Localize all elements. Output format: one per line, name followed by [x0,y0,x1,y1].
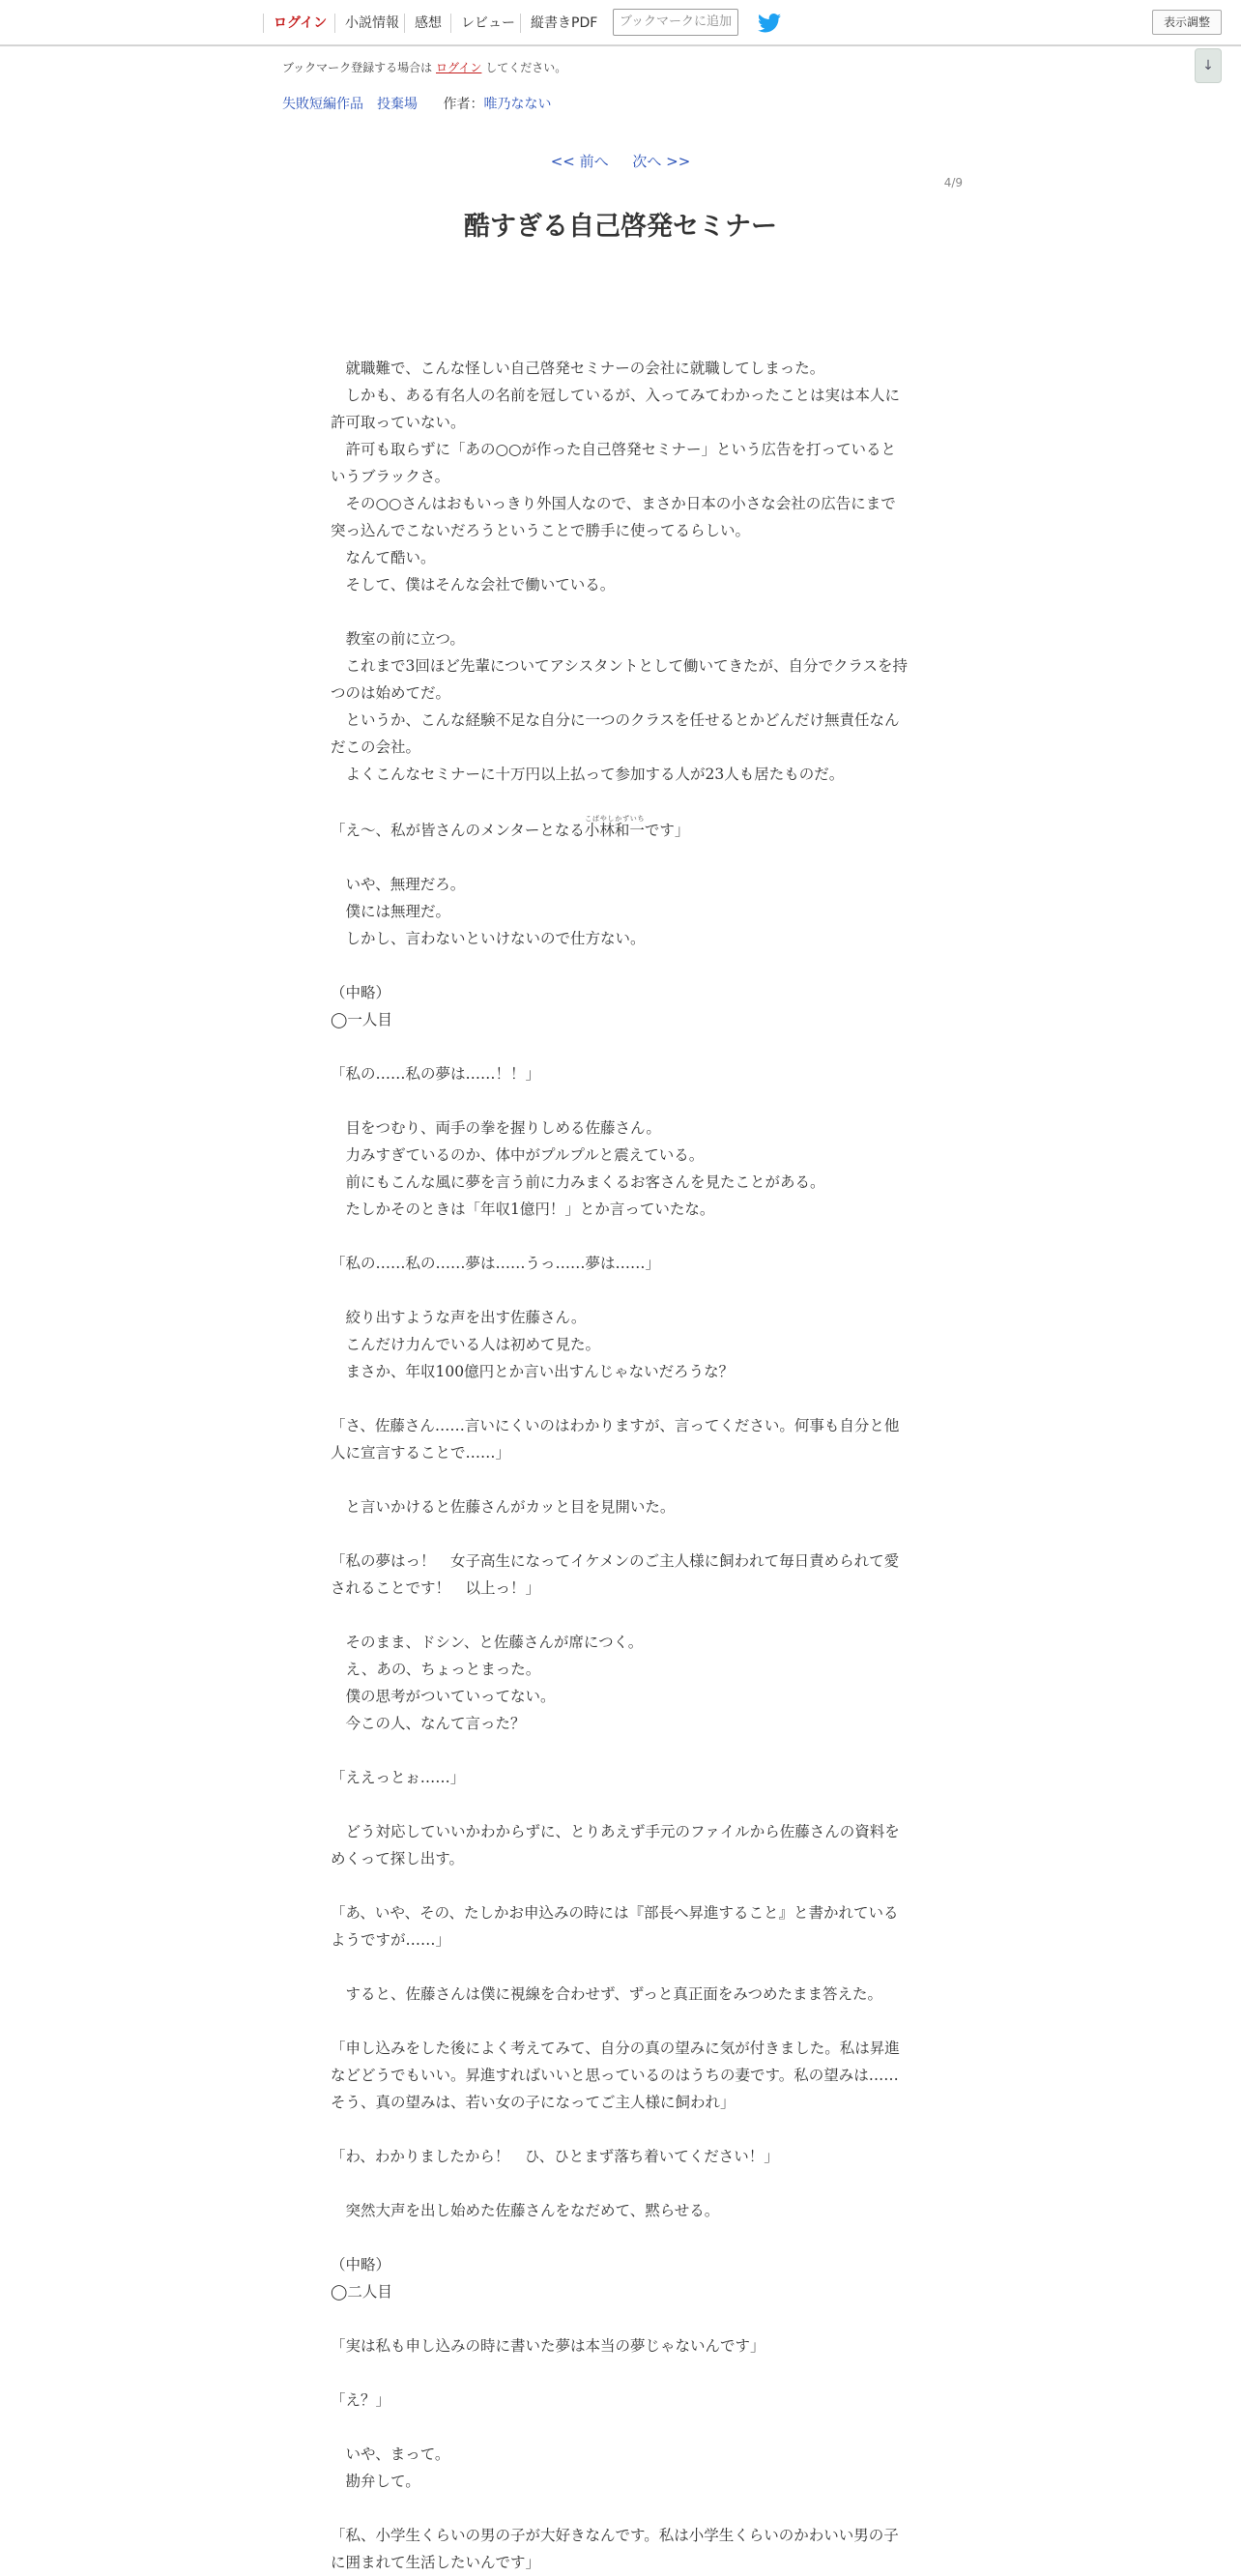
story-paragraph: その○○さんはおもいっきり外国人なので、まさか日本の小さな会社の広告にまで突っ込んでこないだろうということで勝手に使ってるらしい。 [331,495,896,539]
story-paragraph: どう対応していいかわからずに、とりあえず手元のファイルから佐藤さんの資料をめくって探し出す。 [331,1823,900,1867]
notice-login-link[interactable]: ログイン [436,61,482,74]
series-link[interactable]: 失敗短編作品 投棄場 [282,97,418,112]
story-paragraphs-a [331,301,910,815]
story-paragraph: 「私の……私の夢は……！！」 [331,1065,541,1083]
bookmark-login-notice [282,59,566,75]
story-paragraph: よくこんなセミナーに十万円以上払って参加する人が23人も居たものだ。 [331,766,845,783]
story-paragraph: 突然大声を出し始めた佐藤さんをなだめて、黙らせる。 [331,2202,720,2219]
story-paragraph: なんて酷い。 [331,549,436,566]
ruby-name-2: 和一かずいち [614,815,645,839]
impression-link[interactable]: 感想 [404,14,451,33]
page-number: 4/9 [943,176,963,189]
story-paragraph: と言いかけると佐藤さんがカッと目を見開いた。 [331,1498,676,1516]
story-paragraph [331,598,910,625]
story-paragraph: 目をつむり、両手の拳を握りしめる佐藤さん。 [331,1119,661,1137]
top-navigation-bar [0,0,1241,46]
story-paragraph [331,1520,910,1548]
story-paragraph: ◯二人目 [331,2283,392,2301]
episode-title: 酷すぎる自己啓発セミナー [464,212,777,242]
vertical-pdf-link[interactable]: 縦書きPDF [520,14,607,33]
story-paragraph [331,2495,910,2522]
story-paragraph: 「私、小学生くらいの男の子が大好きなんです。私は小学生くらいのかわいい男の子に囲まれて生活したいんです」 [331,2527,899,2571]
ruby-line-after: です」 [644,822,690,839]
story-paragraph [331,2224,910,2251]
story-paragraph: え、あの、ちょっとまった。 [331,1661,541,1678]
story-paragraph [331,1737,910,1764]
story-paragraph: すると、佐藤さんは僕に視線を合わせず、ずっと真正面をみつめたまま答えた。 [331,1985,883,2003]
author-link[interactable]: 唯乃なない [483,97,552,112]
story-paragraph: いや、無理だろ。 [331,876,466,893]
story-paragraph [331,844,910,871]
story-paragraph [331,2414,910,2441]
story-paragraph: 「私の夢はっ！ 女子高生になってイケメンのご主人様に飼われて毎日責められて愛されることです！ 以上っ！」 [331,1552,900,1597]
story-paragraph: 「私の……私の……夢は……うっ……夢は……」 [331,1255,661,1272]
story-paragraph: 今この人、なんて言った？ [331,1715,526,1732]
story-paragraph: （中略） [331,2256,391,2273]
author-label: 作者： [443,97,484,112]
story-paragraph [331,1791,910,1818]
story-paragraph: 「わ、わかりましたから！ ひ、ひとまず落ち着いてください！」 [331,2148,779,2165]
ruby-line-before: 「え～、私が皆さんのメンターとなる [331,822,585,839]
story-paragraph: そのまま、ドシン、と佐藤さんが席につく。 [331,1634,644,1651]
novel-info-link[interactable]: 小説情報 [334,14,409,33]
story-paragraph: 「あ、いや、その、たしかお申込みの時には『部長へ昇進すること』と書かれているようですが……」 [331,1904,899,1949]
display-settings-button[interactable]: 表示調整 [1152,10,1222,35]
story-paragraph: そして、僕はそんな会社で働いている。 [331,576,616,593]
review-link[interactable]: レビュー [450,14,525,33]
story-paragraph: たしかそのときは「年収1億円！」とか言っていたな。 [331,1201,715,1218]
story-paragraph [331,328,910,355]
story-paragraph: 「実は私も申し込みの時に書いた夢は本当の夢じゃないんです」 [331,2337,765,2355]
story-paragraph [331,2116,910,2143]
story-paragraph: こんだけ力んでいる人は初めて見た。 [331,1336,601,1353]
story-paragraph [331,2008,910,2035]
notice-suffix: してください。 [485,61,567,74]
login-link[interactable]: ログイン [263,14,336,33]
story-body [331,301,910,2576]
story-paragraph: 前にもこんな風に夢を言う前に力みまくるお客さんを見たことがある。 [331,1173,825,1191]
story-paragraph: （中略） [331,984,391,1001]
story-paragraph [331,1033,910,1060]
story-paragraph [331,1385,910,1412]
next-page-link[interactable]: 次へ >> [632,153,691,170]
story-paragraph: 教室の前に立つ。 [331,630,465,648]
notice-prefix: ブックマーク登録する場合は [282,61,433,74]
story-paragraph: 「申し込みをした後によく考えてみて、自分の真の望みに気が付きました。私は昇進などどうでもいい。昇進すればいいと思っているのはうちの妻です。私の望みは……そう、真の望みは、若い女の子になってご主人様に飼われ」 [331,2040,900,2111]
prev-page-link[interactable]: << 前へ [550,153,609,170]
story-paragraph: 「ええっとぉ……」 [331,1769,466,1786]
story-paragraph: というか、こんな経験不足な自分に一つのクラスを任せるとかどんだけ無責任なんだこの会社。 [331,711,900,756]
story-paragraph [331,952,910,979]
story-paragraph [331,1277,910,1304]
story-paragraph: しかも、ある有名人の名前を冠しているが、入ってみてわかったことは実は本人に許可取っていない。 [331,387,901,431]
scroll-down-button[interactable]: ↓ [1195,48,1222,83]
story-paragraph [331,1602,910,1629]
pager [0,151,1241,171]
story-paragraph: まさか、年収100億円とか言い出すんじゃないだろうな？ [331,1363,735,1380]
story-paragraph [331,1223,910,1250]
story-paragraph: 僕には無理だ。 [331,903,451,920]
add-bookmark-button[interactable]: ブックマークに追加 [613,9,738,36]
story-paragraph [331,1087,910,1114]
story-paragraph: ◯一人目 [331,1011,392,1028]
story-paragraph: 「え？」 [331,2391,391,2409]
story-paragraph: 僕の思考がついていってない。 [331,1688,556,1705]
story-paragraph: 「さ、佐藤さん……言いにくいのはわかりますが、言ってください。何事も自分と他人に宣言することで……」 [331,1417,900,1462]
series-author-row [282,94,551,113]
story-paragraph: これまで3回ほど先輩についてアシスタントとして働いてきたが、自分でクラスを持つのは始めてだ。 [331,657,909,702]
story-paragraph: 許可も取らずに「あの○○が作った自己啓発セミナー」という広告を打っているというブラックさ。 [331,441,897,485]
story-paragraph: 絞り出すような声を出す佐藤さん。 [331,1309,587,1326]
story-paragraph [331,301,910,328]
story-paragraph: 就職難で、こんな怪しい自己啓発セミナーの会社に就職してしまった。 [331,360,825,377]
story-paragraph [331,788,910,815]
story-paragraph [331,2305,910,2332]
ruby-name-1: 小林こばやし [584,815,615,839]
story-paragraph [331,1872,910,1899]
story-paragraph: いや、まって。 [331,2446,450,2463]
story-paragraph: 勘弁して。 [331,2473,420,2490]
story-paragraphs-b [331,844,910,2576]
story-paragraph: しかし、言わないといけないので仕方ない。 [331,930,646,947]
story-paragraph [331,1466,910,1493]
story-paragraph [331,1954,910,1981]
story-paragraph [331,2170,910,2197]
ruby-paragraph [331,815,910,844]
twitter-icon[interactable] [758,14,781,33]
story-paragraph: 力みすぎているのか、体中がプルプルと震えている。 [331,1146,705,1164]
story-paragraph [331,2359,910,2387]
